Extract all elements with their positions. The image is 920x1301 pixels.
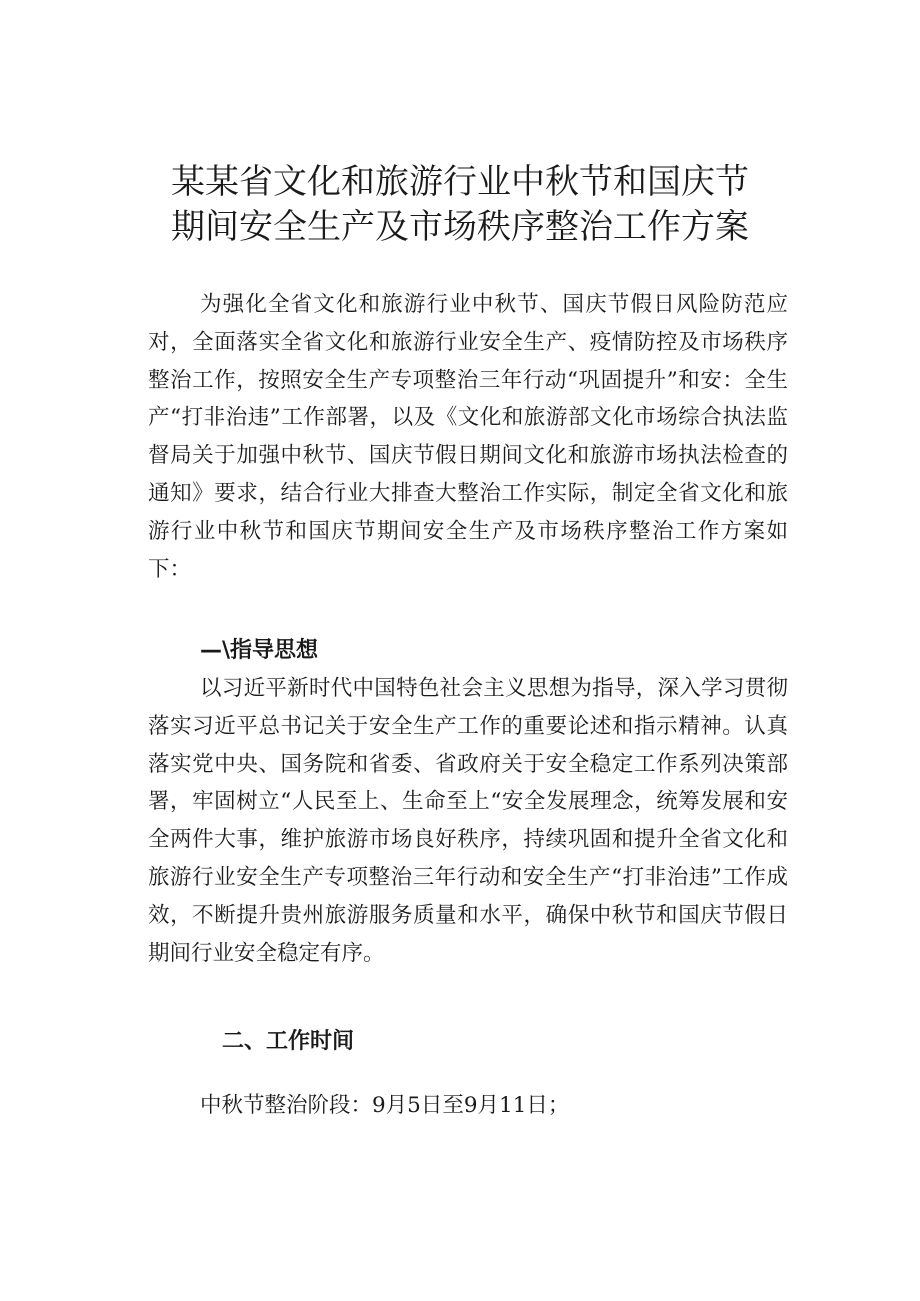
- guiding-ideology-paragraph: 以习近平新时代中国特色社会主义思想为指导，深入学习贯彻落实习近平总书记关于安全生产工作的重要论述和指示精神。认真落实党中央、国务院和省委、省政府关于安全稳定工作系列决策部署，牢固树立“人民至上、生命至上“安全发展理念，统筹发展和安全两件大事，维护旅游市场良好秩序，持续巩固和提升全省文化和旅游行业安全生产专项整治三年行动和安全生产“打非治违”工作成效，不断提升贵州旅游服务质量和水平，确保中秋节和国庆节假日期间行业安全稳定有序。: [148, 676, 788, 966]
- document-title-line-1: 某某省文化和旅游行业中秋节和国庆节: [171, 162, 749, 202]
- section-heading-guiding-ideology: —\指导思想: [200, 638, 319, 663]
- mid-autumn-schedule-line: 中秋节整治阶段：9月5日至9月11日；: [200, 1093, 570, 1118]
- document-title-line-2: 期间安全生产及市场秩序整治工作方案: [171, 207, 749, 247]
- intro-paragraph: 为强化全省文化和旅游行业中秋节、国庆节假日风险防范应对，全面落实全省文化和旅游行业安全生产、疫情防控及市场秩序整治工作，按照安全生产专项整治三年行动“巩固提升”和安：全生产“打非治违”工作部署，以及《文化和旅游部文化市场综合执法监督局关于加强中秋节、国庆节假日期间文化和旅游市场执法检查的通知》要求，结合行业大排查大整治工作实际，制定全省文化和旅游行业中秋节和国庆节期间安全生产及市场秩序整治工作方案如下：: [148, 292, 788, 582]
- section-heading-work-schedule: 二、工作时间: [222, 1029, 355, 1054]
